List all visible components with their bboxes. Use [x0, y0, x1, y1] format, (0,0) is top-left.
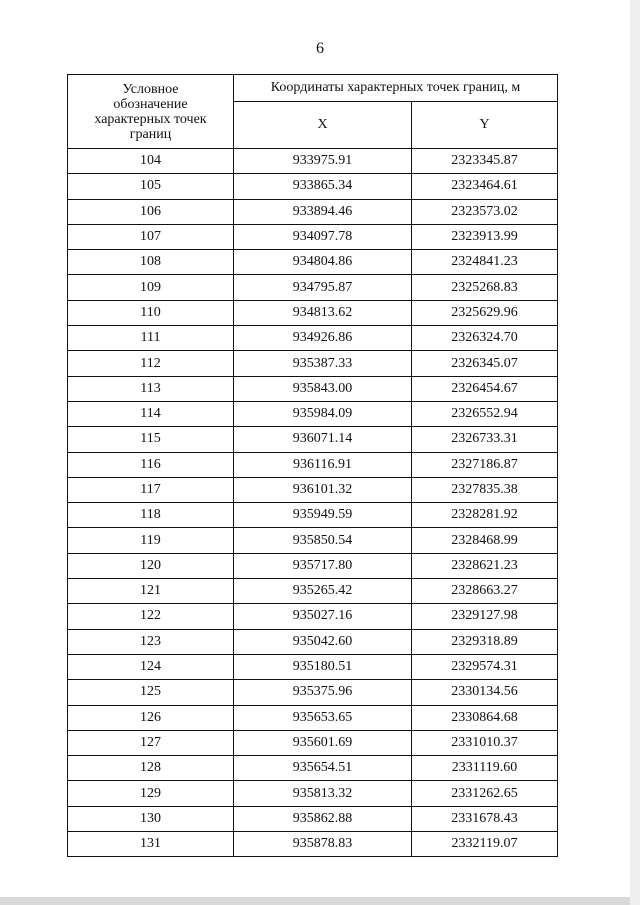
x-cell: 935878.83 [234, 832, 412, 857]
table-row [68, 275, 558, 300]
point-cell: 120 [68, 553, 234, 578]
y-cell: 2331262.65 [412, 781, 558, 806]
point-cell: 109 [68, 275, 234, 300]
point-cell: 129 [68, 781, 234, 806]
x-cell: 934813.62 [234, 300, 412, 325]
x-cell: 934926.86 [234, 326, 412, 351]
table-row [68, 730, 558, 755]
y-cell: 2329574.31 [412, 654, 558, 679]
y-cell: 2329127.98 [412, 604, 558, 629]
table-row [68, 579, 558, 604]
point-cell: 121 [68, 579, 234, 604]
table-row [68, 654, 558, 679]
point-cell: 104 [68, 149, 234, 174]
header-x: X [234, 102, 412, 149]
table-row [68, 705, 558, 730]
point-cell: 127 [68, 730, 234, 755]
x-cell: 935180.51 [234, 654, 412, 679]
header-point-label [68, 75, 234, 149]
x-cell: 935949.59 [234, 503, 412, 528]
point-cell: 122 [68, 604, 234, 629]
point-cell: 115 [68, 427, 234, 452]
y-cell: 2328281.92 [412, 503, 558, 528]
point-cell: 123 [68, 629, 234, 654]
y-cell: 2323345.87 [412, 149, 558, 174]
point-cell: 130 [68, 806, 234, 831]
point-cell: 107 [68, 224, 234, 249]
table-row [68, 149, 558, 174]
point-cell: 125 [68, 680, 234, 705]
point-cell: 106 [68, 199, 234, 224]
y-cell: 2323464.61 [412, 174, 558, 199]
point-cell: 112 [68, 351, 234, 376]
point-cell: 119 [68, 528, 234, 553]
y-cell: 2323573.02 [412, 199, 558, 224]
table-row [68, 528, 558, 553]
x-cell: 935850.54 [234, 528, 412, 553]
header-coordinates-group: Координаты характерных точек границ, м [234, 75, 558, 102]
y-cell: 2323913.99 [412, 224, 558, 249]
table-row [68, 174, 558, 199]
y-cell: 2331678.43 [412, 806, 558, 831]
y-cell: 2325268.83 [412, 275, 558, 300]
y-cell: 2332119.07 [412, 832, 558, 857]
table-row [68, 781, 558, 806]
x-cell: 936116.91 [234, 452, 412, 477]
y-cell: 2331119.60 [412, 756, 558, 781]
point-cell: 124 [68, 654, 234, 679]
x-cell: 935843.00 [234, 376, 412, 401]
table-row [68, 629, 558, 654]
point-cell: 118 [68, 503, 234, 528]
y-cell: 2326552.94 [412, 401, 558, 426]
table-body [68, 149, 558, 857]
y-cell: 2324841.23 [412, 250, 558, 275]
table-row [68, 503, 558, 528]
x-cell: 936101.32 [234, 477, 412, 502]
table-row [68, 199, 558, 224]
point-cell: 113 [68, 376, 234, 401]
y-cell: 2328663.27 [412, 579, 558, 604]
y-cell: 2328468.99 [412, 528, 558, 553]
table-row [68, 401, 558, 426]
y-cell: 2328621.23 [412, 553, 558, 578]
y-cell: 2326733.31 [412, 427, 558, 452]
x-cell: 935601.69 [234, 730, 412, 755]
point-cell: 111 [68, 326, 234, 351]
header-label-line: Условное [122, 81, 179, 97]
table-row [68, 224, 558, 249]
point-cell: 110 [68, 300, 234, 325]
table-row [68, 604, 558, 629]
table-row [68, 680, 558, 705]
point-cell: 126 [68, 705, 234, 730]
scan-edge-right [630, 0, 640, 905]
y-cell: 2326454.67 [412, 376, 558, 401]
table-row [68, 427, 558, 452]
y-cell: 2330864.68 [412, 705, 558, 730]
coordinates-table [67, 74, 558, 857]
y-cell: 2331010.37 [412, 730, 558, 755]
x-cell: 933975.91 [234, 149, 412, 174]
page-number: 6 [316, 40, 324, 57]
x-cell: 935862.88 [234, 806, 412, 831]
x-cell: 934097.78 [234, 224, 412, 249]
table-row [68, 452, 558, 477]
x-cell: 935375.96 [234, 680, 412, 705]
point-cell: 117 [68, 477, 234, 502]
y-cell: 2325629.96 [412, 300, 558, 325]
table-row [68, 806, 558, 831]
point-cell: 105 [68, 174, 234, 199]
x-cell: 935813.32 [234, 781, 412, 806]
y-cell: 2330134.56 [412, 680, 558, 705]
x-cell: 936071.14 [234, 427, 412, 452]
table-row [68, 553, 558, 578]
point-cell: 128 [68, 756, 234, 781]
x-cell: 935653.65 [234, 705, 412, 730]
y-cell: 2326324.70 [412, 326, 558, 351]
x-cell: 933865.34 [234, 174, 412, 199]
x-cell: 935042.60 [234, 629, 412, 654]
y-cell: 2326345.07 [412, 351, 558, 376]
header-label-line: обозначение [113, 96, 188, 112]
scan-edge-bottom [0, 897, 640, 905]
table-row [68, 756, 558, 781]
y-cell: 2329318.89 [412, 629, 558, 654]
x-cell: 933894.46 [234, 199, 412, 224]
x-cell: 935027.16 [234, 604, 412, 629]
header-label-line: границ [129, 126, 172, 142]
y-cell: 2327186.87 [412, 452, 558, 477]
header-y: Y [412, 102, 558, 149]
x-cell: 935984.09 [234, 401, 412, 426]
x-cell: 935654.51 [234, 756, 412, 781]
x-cell: 935265.42 [234, 579, 412, 604]
table-row [68, 376, 558, 401]
point-cell: 131 [68, 832, 234, 857]
y-cell: 2327835.38 [412, 477, 558, 502]
table-row [68, 351, 558, 376]
x-cell: 934804.86 [234, 250, 412, 275]
x-cell: 934795.87 [234, 275, 412, 300]
table-row [68, 832, 558, 857]
x-cell: 935387.33 [234, 351, 412, 376]
table-row [68, 477, 558, 502]
table-row [68, 250, 558, 275]
header-label-line: характерных точек [94, 111, 207, 127]
point-cell: 116 [68, 452, 234, 477]
table-row [68, 326, 558, 351]
point-cell: 108 [68, 250, 234, 275]
point-cell: 114 [68, 401, 234, 426]
table-row [68, 300, 558, 325]
x-cell: 935717.80 [234, 553, 412, 578]
